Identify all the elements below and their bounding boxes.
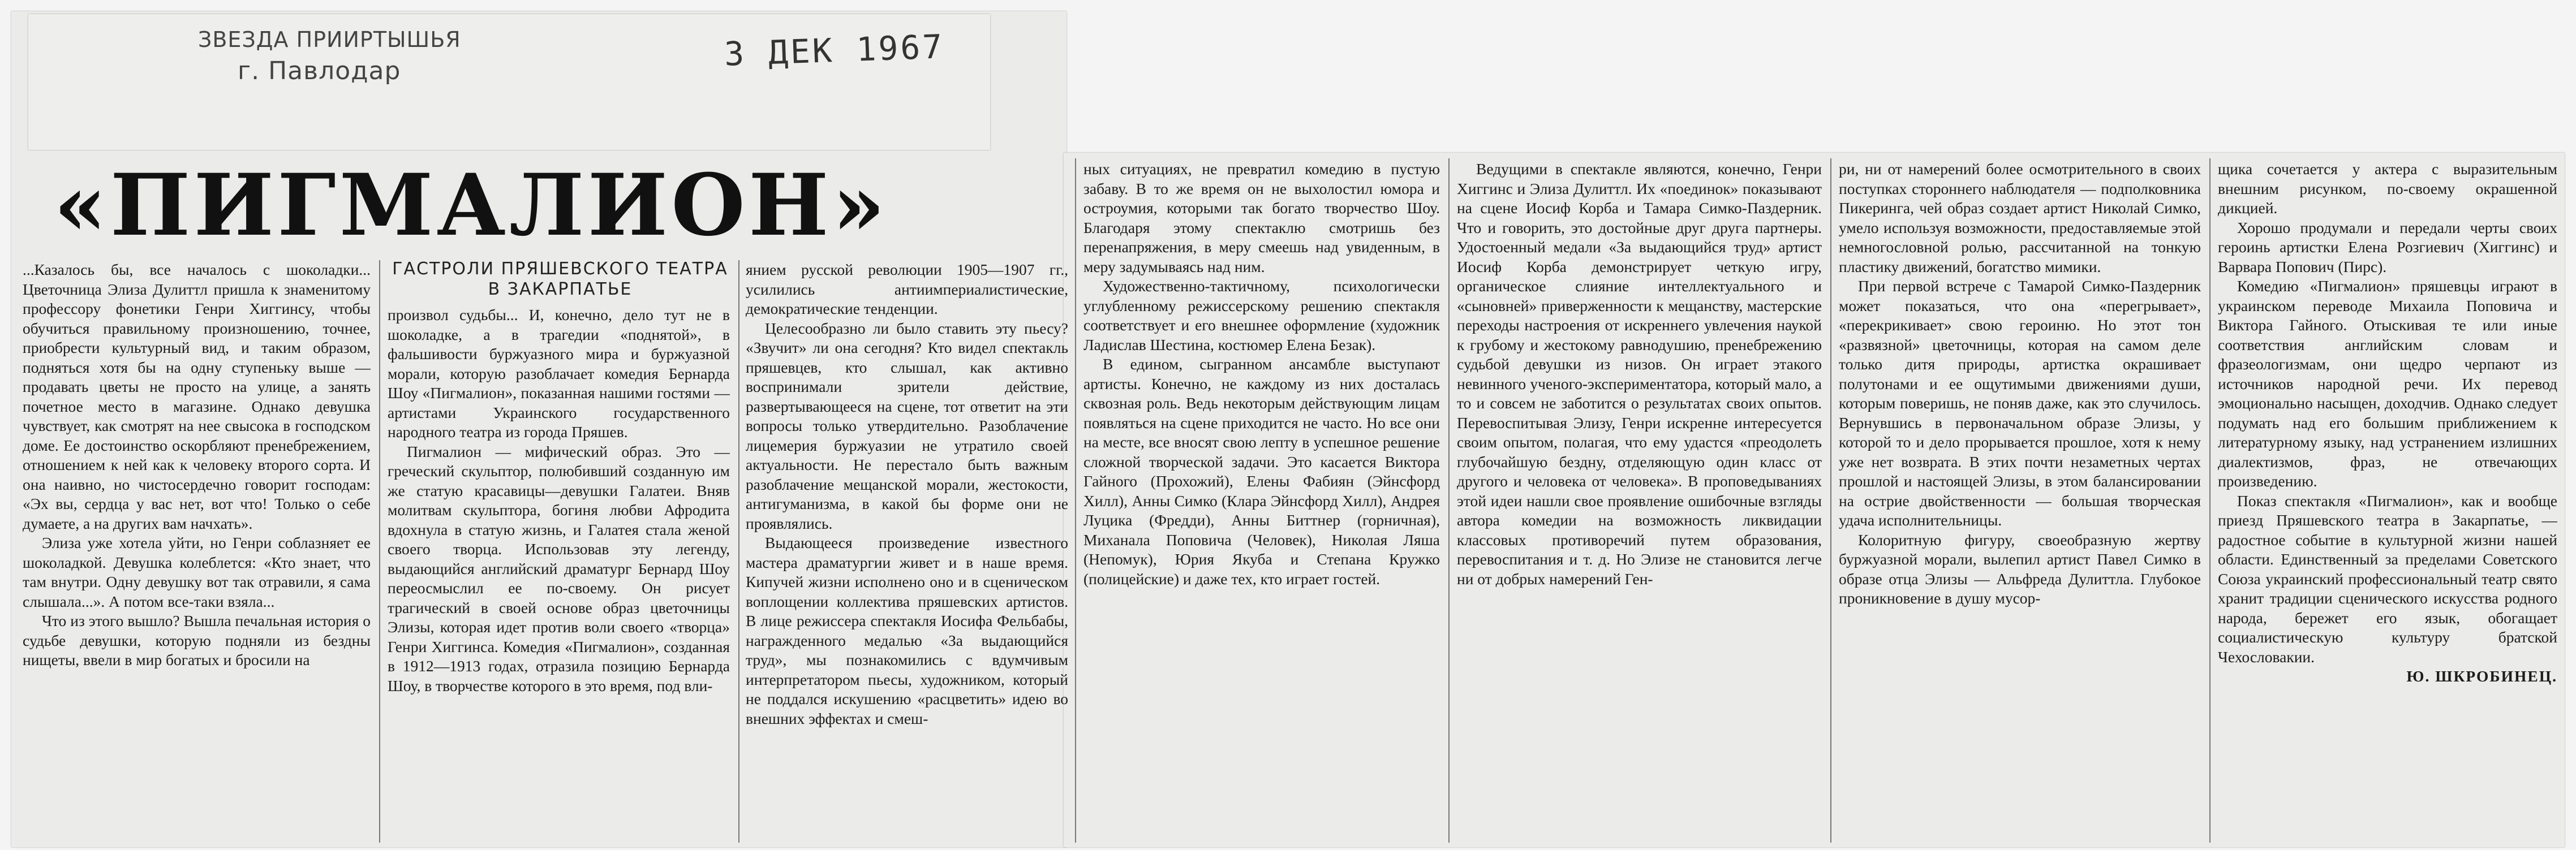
paragraph: янием русской революции 1905—1907 гг., усилились антиимпериалистические, демократические тенденции. xyxy=(746,261,1068,317)
column-divider xyxy=(2209,158,2211,843)
paragraph: ...Казалось бы, все началось с шоколадки... Цветочница Элиза Дулиттл пришла к знаменитому профессору фонетики Генри Хиггинсу, чтобы обучиться правильному произношению, точнее, приобрести культурный вид, и таким образом, подняться хотя бы на одну ступеньку выше — продавать цветы не просто на улице, а занять почетное место в магазине. Однако девушка чувствует, как смотрят на нее свысока в господском доме. Ее достоинство оскорбляют пренебрежением, отношением к ней как к человеку второго сорта. И она наивно, но чистосердечно говорит господам: «Эх вы, сердца у вас нет, вот что! Только о себе думаете, а на других вам начхать». xyxy=(23,261,371,532)
column-divider xyxy=(1448,158,1450,843)
paragraph: Элиза уже хотела уйти, но Генри соблазняет ее шоколадкой. Девушка колеблется: «Кто знает, что там внутри. Одну девушку вот так отравили, я сама слышала...». А потом все-таки взяла... xyxy=(23,534,371,610)
paragraph: Пигмалион — мифический образ. Это — греческий скульптор, полюбивший созданную им же статую красавицы—девушки Галатеи. Вняв молитвам скульптора, богиня любви Афродита вдохнула в статую жизнь, и Галатея стала женой своего творца. Использовав эту легенду, выдающийся английский драматург Бернард Шоу переосмыслил ее по-своему. Он рисует трагический в своей основе образ цветочницы Элизы, которая идет против воли своего «творца» Генри Хиггинса. Комедия «Пигмалион», созданная в 1912—1913 годах, отразила позицию Бернарда Шоу, в творчестве которого в это время, под вли- xyxy=(388,442,730,694)
paragraph: Колоритную фигуру, своеобразную жертву буржуазной морали, вылепил артист Павел Симко в образе отца Элизы — Альфреда Дулиттла. Глубокое проникновение в душу мусор- xyxy=(1839,530,2201,607)
article-column-4 xyxy=(1083,159,1440,843)
article-column-5 xyxy=(1457,159,1822,843)
article-column-7 xyxy=(2218,159,2557,843)
paragraph: Выдающееся произведение известного мастера драматургии живет и в наше время. Кипучей жизни исполнено оно и в сценическом воплощении коллектива пряшевских артистов. В лице режиссера спектакля Иосифа Фельбабы, награжденного медалью «За выдающийся труд», мы познакомились с вдумчивым интерпретатором пьесы, художником, который не поддался искушению «расцветить» идею во внешних эффектах и смеш- xyxy=(746,534,1068,727)
paragraph: Ведущими в спектакле являются, конечно, Генри Хиггинс и Элиза Дулиттл. Их «поединок» показывают на сцене Иосиф Корба и Тамара Симко-Паздерник. Что и говорить, это достойные друг друга партнеры. Удостоенный медали «За выдающийся труд» артист Иосиф Корба демонстрирует четкую игру, органическое слияние интеллектуального и «сыновней» приверженности к мещанству, мастерские переходы настроения от искреннего увлечения наукой к грубому и жестокому равнодушию, пренебрежению судьбой девушки из низов. Он играет этакого невинного ученого-экспериментатора, который мало, а то и совсем не заботится о результатах своих опытов. Перевоспитывая Элизу, Генри искренне интересуется своим опытом, полагая, что ему удастся «преодолеть глубочайшую бездну, отделяющую один класс от другого и человека от человека». В проповедываниях этой идеи нашли свое проявление ошибочные взгляды автора комедии на возможность ликвидации классовых противоречий путем образования, перевоспитания и т. д. Но Элизе не становится легче ни от добрых намерений Ген- xyxy=(1457,160,1822,588)
paragraph: произвол судьбы... И, конечно, дело тут не в шоколадке, а в трагедии «поднятой», в фальшивости буржуазного мира и буржуазной морали, которую разоблачает комедия Бернарда Шоу «Пигмалион», показанная нашими гостями — артистами Украинского государственного народного театра из города Пряшев. xyxy=(388,306,730,441)
column-divider xyxy=(1830,158,1831,843)
paragraph: Показ спектакля «Пигмалион», как и вообще приезд Пряшевского театра в Закарпатье, — радостное событие в культурной жизни нашей области. Единственный за пределами Советского Союза украинский профессиональный театр свято хранит традиции сценического искусства родного народа, бережет его язык, обогащает социалистическую культуру братской Чехословакии. xyxy=(2218,491,2557,666)
paragraph: щика сочетается у актера с выразительным внешним рисунком, по-своему окрашенной дикцией. xyxy=(2218,160,2557,217)
paragraph: Художественно-тактичному, психологически углубленному режиссерскому решению спектакля соответствует и его внешнее оформление (художник Ладислав Шестина, костюмер Елена Безак). xyxy=(1083,277,1440,353)
paragraph: ри, ни от намерений более осмотрительного в своих поступках стороннего наблюдателя — подполковника Пикеринга, чей образ создает артист Николай Симко, умело используя возможности, предоставляемые этой немногословной ролью, рассчитанной на тонкую пластику движений, богатство мимики. xyxy=(1839,160,2201,275)
column-divider xyxy=(738,260,739,843)
author-signature: Ю. ШКРОБИНЕЦ. xyxy=(2406,667,2557,685)
newspaper-name: ЗВЕЗДА ПРИИРТЫШЬЯ xyxy=(198,27,461,52)
column-divider xyxy=(1075,158,1076,843)
paragraph: Целесообразно ли было ставить эту пьесу? «Звучит» ли она сегодня? Кто видел спектакль пряшевцев, кто слышал, как активно воспринимали зрители действие, развертывающееся на сцене, тот ответит на эти вопросы только утвердительно. Разоблачение лицемерия буржуазии не утратило своей актуальности. Не перестало быть важным разоблачение мещанской морали, жестокости, антигуманизма, в какой бы форме они не проявлялись. xyxy=(746,319,1068,532)
paragraph: ных ситуациях, не превратил комедию в пустую забаву. В то же время он не выхолостил юмора и остроумия, которыми так богато творчество Шоу. Благодаря этому спектаклю смотришь без перенапряжения, в меру смеешь над увиденным, в меру задумываясь над ним. xyxy=(1083,160,1440,275)
date-stamp: 3 ДЕК 1967 xyxy=(723,27,945,74)
paragraph: В едином, сыгранном ансамбле выступают артисты. Конечно, не каждому из них досталась сквозная роль. Ведь некоторым действующим лицам появляться на сцене приходится не часто. Но все они на месте, все вносят свою лепту в успешное решение сложной творческой задачи. Это касается Виктора Гайного (Прохожий), Елены Фабиян (Эйнсфорд Хилл), Анны Симко (Клара Эйнсфорд Хилл), Андрея Луцика (Фредди), Анны Биттнер (горничная), Миханала Поповича (Человек), Николая Ляша (Непомук), Юрия Якуба и Степана Кружко (полицейские) и даже тех, кто играет гостей. xyxy=(1083,355,1440,588)
article-column-2 xyxy=(388,305,730,843)
article-column-6 xyxy=(1839,159,2201,843)
paragraph: Что из этого вышло? Вышла печальная история о судьбе девушки, которую подняли из бездны нищеты, ввели в мир богатых и бросили на xyxy=(23,612,371,668)
article-subtitle: ГАСТРОЛИ ПРЯШЕВСКОГО ТЕАТРА В ЗАКАРПАТЬЕ xyxy=(392,259,728,299)
article-title: «ПИГМАЛИОН» xyxy=(54,156,889,255)
city-stamp: г. Павлодар xyxy=(238,57,401,85)
paragraph: При первой встрече с Тамарой Симко-Паздерник может показаться, что она «перегрывает», «перекрикивает» свою героиню. Но этот тон «развязной» цветочницы, которая на самом деле только дитя природы, артистка окрашивает полутонами и ее ощутимыми движениями души, которым поверишь, не поняв даже, как это случилось. Вернувшись в первоначальном образе Элизы, у которой то и дело прорывается прошлое, хотя к нему уже нет возврата. В этих почти незаметных чертах прошлой и настоящей Элизы, в этом балансировании на острие двойственности — большая творческая удача исполнительницы. xyxy=(1839,277,2201,529)
article-column-3 xyxy=(746,260,1068,843)
column-divider xyxy=(379,260,380,843)
article-column-1 xyxy=(23,260,371,843)
paragraph: Хорошо продумали и передали черты своих героинь артистки Елена Розгиевич (Хиггинс) и Варвара Попович (Пирс). xyxy=(2218,218,2557,275)
paragraph: Комедию «Пигмалион» пряшевцы играют в украинском переводе Михаила Поповича и Виктора Гайного. Отыскивая те или иные соответствия английским словам и фразеологизмам, они щедро черпают из источников народной речи. Их перевод эмоционально насыщен, доходчив. Однако следует подумать над его большим приближением к литературному языку, над устранением излишних диалектизмов, фраз, не отвечающих произведению. xyxy=(2218,277,2557,490)
